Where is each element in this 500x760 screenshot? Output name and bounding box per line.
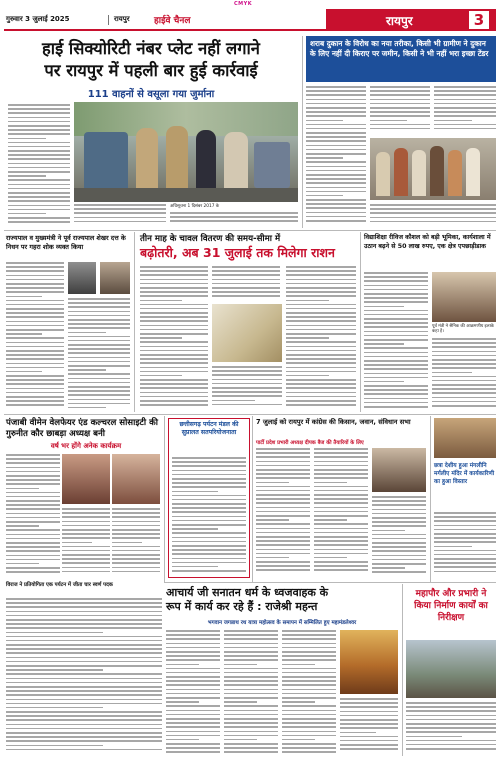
mahant-body-col3 xyxy=(282,630,336,756)
mayor-inspection-photo xyxy=(406,640,496,698)
shekhar-dutt-photo xyxy=(68,262,96,294)
side-body-col4 xyxy=(370,204,496,226)
punjabi-society-headline: पंजाबी वीमेन वेलफेयर एंड कल्चरल सोसाइटी की गुरुनीत कौर छाबड़ा अध्यक्ष बनी xyxy=(6,418,158,439)
governor-body-col2 xyxy=(68,298,130,412)
lead-headline xyxy=(8,38,294,82)
skill-photo-caption: पूर्व मंत्री ने सैनिक की आक्रमणीय इलाके कहा है। xyxy=(432,324,494,335)
temple-body xyxy=(434,512,496,578)
page-number: 3 xyxy=(473,11,485,29)
city-label: रायपुर xyxy=(114,15,130,23)
punjabi-body-col3 xyxy=(112,508,160,578)
rice-body-col2 xyxy=(212,266,280,300)
congress-body-col2 xyxy=(314,448,368,578)
rice-photo xyxy=(212,304,282,362)
rice-body-col3 xyxy=(212,366,282,412)
congress-rally-subhead: पार्टी प्रदेश प्रभारी अध्यक्ष दीपक बैज की तैयारियों के लिए xyxy=(256,440,364,446)
congress-body-col3 xyxy=(372,496,426,578)
lead-body-col3 xyxy=(170,212,298,226)
punjabi-body-col1 xyxy=(6,454,60,578)
tourism-headline: छत्तीसगढ़ पर्यटन मंडल की सुप्रालत सतपरियोजनाता xyxy=(179,421,239,437)
tourism-box xyxy=(168,418,250,578)
mahant-body-col2 xyxy=(224,630,278,756)
mahant-subhead: भगवान जगन्नाथ रथ यात्रा महोत्सव के समापन में सम्मिलित हुए महामंडलेश्वर xyxy=(207,620,357,626)
side-story-headline: शराब दुकान के विरोध का नया तरीका, किसी भी ग्रामीण ने दुकान के लिए नहीं दी किराए पर जमीन, किसी ने भी नहीं भरा इच्छा टेंडर xyxy=(310,39,489,58)
temple-committee-photo xyxy=(434,418,496,458)
tourism-body xyxy=(172,457,246,575)
lead-body-col1 xyxy=(8,104,70,226)
rice-body-col4 xyxy=(286,266,356,412)
lead-headline-line2: पर रायपुर में पहली बार हुई कार्रवाई xyxy=(44,61,258,80)
rice-headline-line2: बढ़ोतरी, अब 31 जुलाई तक मिलेगा राशन xyxy=(140,245,335,260)
dateline: गुरुवार 3 जुलाई 2025 xyxy=(6,15,70,23)
page-number-box xyxy=(468,10,490,30)
governor-body-col1 xyxy=(6,262,64,412)
temple-committee-headline: छत्रा देशीय हुआ मंगलीनि मर्गलीए मंदिर में कार्यकारिणी का हुआ विस्तार xyxy=(434,463,495,485)
governor-photo xyxy=(100,262,130,294)
society-member-photo xyxy=(112,454,160,504)
side-story-headline-box xyxy=(306,36,496,82)
cmyk-marker: CMYK xyxy=(234,1,253,7)
lead-subhead: 111 वाहनों से वसूला गया जुर्माना xyxy=(87,89,215,100)
rice-distribution-headline xyxy=(140,233,358,261)
lead-body-col2 xyxy=(74,204,166,226)
rice-headline-line1: तीन माह के चावल वितरण की समय-सीमा में xyxy=(140,234,281,244)
gurunit-kaur-photo xyxy=(62,454,110,504)
congress-body-col1 xyxy=(256,448,310,578)
skill-body-col1 xyxy=(364,272,428,412)
lead-headline-line1: हाई सिक्योरिटी नंबर प्लेट नहीं लगाने xyxy=(42,39,260,58)
lead-photo-caption: अधिसूचना 1 दिसंबर 2017 के xyxy=(170,204,220,209)
section-banner xyxy=(326,9,496,31)
side-body-col3 xyxy=(434,86,496,134)
congress-rally-headline: 7 जुलाई को रायपुर में कांग्रेस की किसान, जवान, संविधान सभा xyxy=(256,418,411,426)
punjabi-society-subhead: वर्ष भर होंगे अनेक कार्यक्रम xyxy=(50,442,122,450)
divider-dot xyxy=(108,15,109,25)
section-name: रायपुर xyxy=(386,14,413,28)
mayor-inspection-headline: महापौर और प्रभारी ने किया निर्माण कार्यों का निरीक्षण xyxy=(414,589,488,623)
mahant-headline xyxy=(166,586,398,614)
mahant-headline-line1: आचार्य जी सनातन धर्म के ध्वजवाहक के xyxy=(166,586,329,599)
lead-photo-traffic-police xyxy=(74,102,298,202)
side-photo-villagers xyxy=(370,138,496,200)
side-body-col2 xyxy=(370,86,430,134)
skill-photo-portrait xyxy=(432,272,496,322)
mahant-body-col1 xyxy=(166,630,220,756)
skill-workshop-headline: विद्याशिक्षा रीविज कौशल को बड़ी भूमिका, कार्यशाला में उठान बढ़ने से 50 लाख रुपए, एक क्षेत्र एपछाड़ीडाक xyxy=(364,234,491,250)
gold-medal-headline: विराज ने प्रतियोगिता एक पर्यटन में जीता चार स्वर्ण पदक xyxy=(6,582,113,588)
congress-leader-photo xyxy=(372,448,426,492)
paper-name: हाईवे चैनल xyxy=(154,16,191,26)
mayor-body xyxy=(406,702,496,756)
punjabi-body-col2 xyxy=(62,508,110,578)
skill-body-col2 xyxy=(432,338,496,412)
masthead-bar xyxy=(4,9,496,31)
mahant-headline-line2: रूप में कार्य कर रहे हैं : राजेश्री महन्त xyxy=(166,600,318,613)
gold-medal-body xyxy=(6,598,162,756)
mahant-photo xyxy=(340,630,398,694)
mahant-body-col4 xyxy=(340,698,398,756)
governor-condolence-headline: राज्यपाल व मुख्यमंत्री ने पूर्व राज्यपाल शेखर दत्त के निधन पर गहरा शोक व्यक्त किया xyxy=(6,234,126,251)
side-body-col1 xyxy=(306,86,366,226)
rice-body-col1 xyxy=(140,266,208,412)
